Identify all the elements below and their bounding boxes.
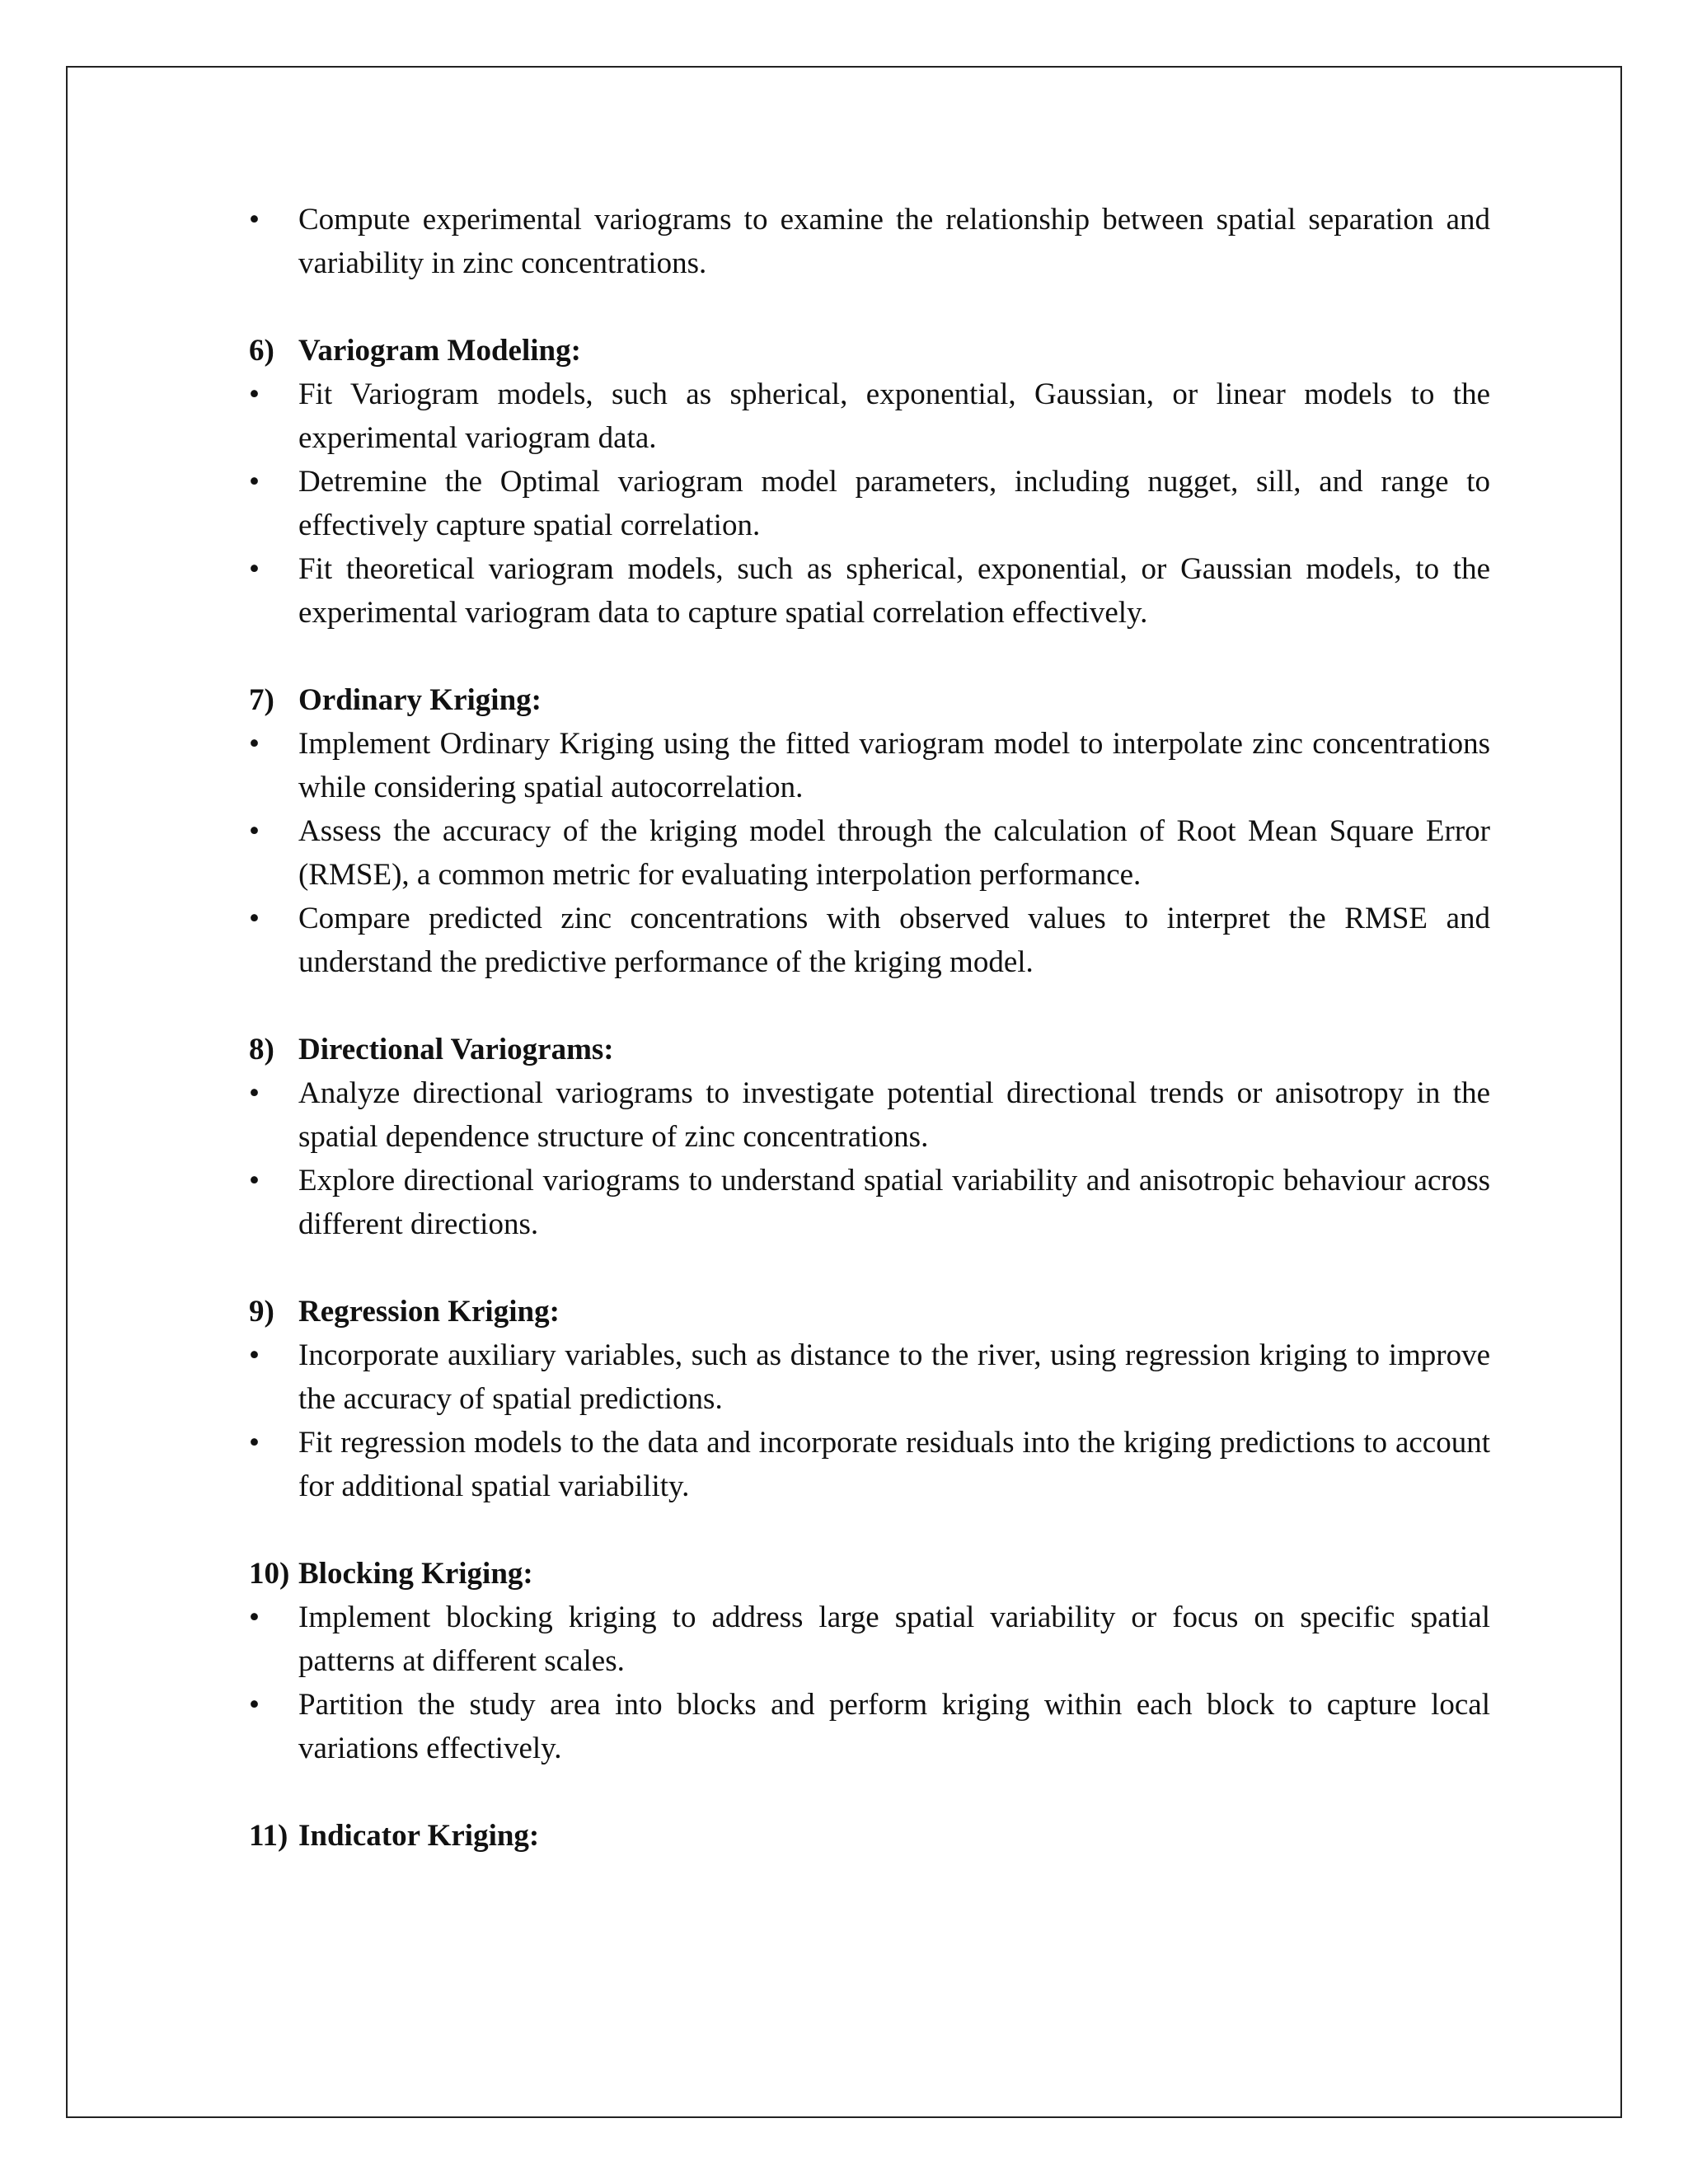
bullet-text: Assess the accuracy of the kriging model through the calculation of Root Mean Square Error (RMSE), a common metric for evaluating interpolation performance.	[298, 814, 1490, 892]
bullet-icon: •	[249, 814, 260, 848]
list-item	[249, 1596, 1490, 1683]
section-title: Directional Variograms:	[298, 1033, 614, 1066]
section-number: 9)	[249, 1295, 274, 1329]
section-title: Regression Kriging:	[298, 1295, 560, 1329]
bullet-text: Fit theoretical variogram models, such as spherical, exponential, or Gaussian models, to the experimental variogram data to capture spatial correlation effectively.	[298, 552, 1490, 630]
section-heading-9	[249, 1290, 1490, 1333]
bullet-icon: •	[249, 1426, 260, 1460]
bullet-icon: •	[249, 727, 260, 761]
list-item	[249, 897, 1490, 984]
bullet-text: Implement Ordinary Kriging using the fitted variogram model to interpolate zinc concentrations while considering spatial autocorrelation.	[298, 727, 1490, 804]
bullet-icon: •	[249, 465, 260, 499]
list-item	[249, 1683, 1490, 1770]
bullet-text: Detremine the Optimal variogram model parameters, including nugget, sill, and range to effectively capture spatial correlation.	[298, 465, 1490, 542]
bullet-text: Incorporate auxiliary variables, such as distance to the river, using regression kriging to improve the accuracy of spatial predictions.	[298, 1338, 1490, 1416]
bullet-icon: •	[249, 377, 260, 411]
section-title: Blocking Kriging:	[298, 1557, 533, 1591]
section-heading-11	[249, 1814, 1490, 1858]
bullet-text: Fit Variogram models, such as spherical, exponential, Gaussian, or linear models to the experimental variogram data.	[298, 377, 1490, 455]
bullet-text: Analyze directional variograms to investigate potential directional trends or anisotropy in the spatial dependence structure of zinc concentrations.	[298, 1076, 1490, 1154]
list-item	[249, 1071, 1490, 1159]
bullet-text: Implement blocking kriging to address large spatial variability or focus on specific spatial patterns at different scales.	[298, 1601, 1490, 1678]
bullet-text: Compute experimental variograms to examine the relationship between spatial separation and variability in zinc concentrations.	[298, 203, 1490, 280]
section-heading-7	[249, 678, 1490, 722]
bullet-text: Explore directional variograms to understand spatial variability and anisotropic behaviour across different directions.	[298, 1164, 1490, 1241]
document-body	[249, 198, 1490, 1858]
section-heading-10	[249, 1552, 1490, 1596]
bullet-icon: •	[249, 203, 260, 237]
section-number: 10)	[249, 1557, 290, 1591]
list-item	[249, 1159, 1490, 1246]
bullet-text: Partition the study area into blocks and perform kriging within each block to capture local variations effectively.	[298, 1688, 1490, 1765]
section-number: 11)	[249, 1819, 288, 1853]
intro-bullet	[249, 198, 1490, 285]
list-item	[249, 1421, 1490, 1508]
list-item	[249, 1333, 1490, 1421]
bullet-icon: •	[249, 1164, 260, 1197]
bullet-icon: •	[249, 1076, 260, 1110]
section-heading-6	[249, 329, 1490, 373]
section-title: Indicator Kriging:	[298, 1819, 540, 1853]
bullet-icon: •	[249, 552, 260, 586]
bullet-icon: •	[249, 1601, 260, 1634]
list-item	[249, 373, 1490, 460]
section-number: 6)	[249, 334, 274, 368]
section-heading-8	[249, 1028, 1490, 1071]
bullet-icon: •	[249, 1688, 260, 1722]
bullet-icon: •	[249, 902, 260, 935]
bullet-text: Compare predicted zinc concentrations with observed values to interpret the RMSE and understand the predictive performance of the kriging model.	[298, 902, 1490, 979]
bullet-icon: •	[249, 1338, 260, 1372]
list-item	[249, 547, 1490, 635]
section-number: 7)	[249, 683, 274, 717]
section-title: Ordinary Kriging:	[298, 683, 542, 717]
list-item	[249, 460, 1490, 547]
section-title: Variogram Modeling:	[298, 334, 581, 368]
section-number: 8)	[249, 1033, 274, 1066]
bullet-text: Fit regression models to the data and incorporate residuals into the kriging predictions to account for additional spatial variability.	[298, 1426, 1490, 1503]
list-item	[249, 809, 1490, 897]
list-item	[249, 722, 1490, 809]
